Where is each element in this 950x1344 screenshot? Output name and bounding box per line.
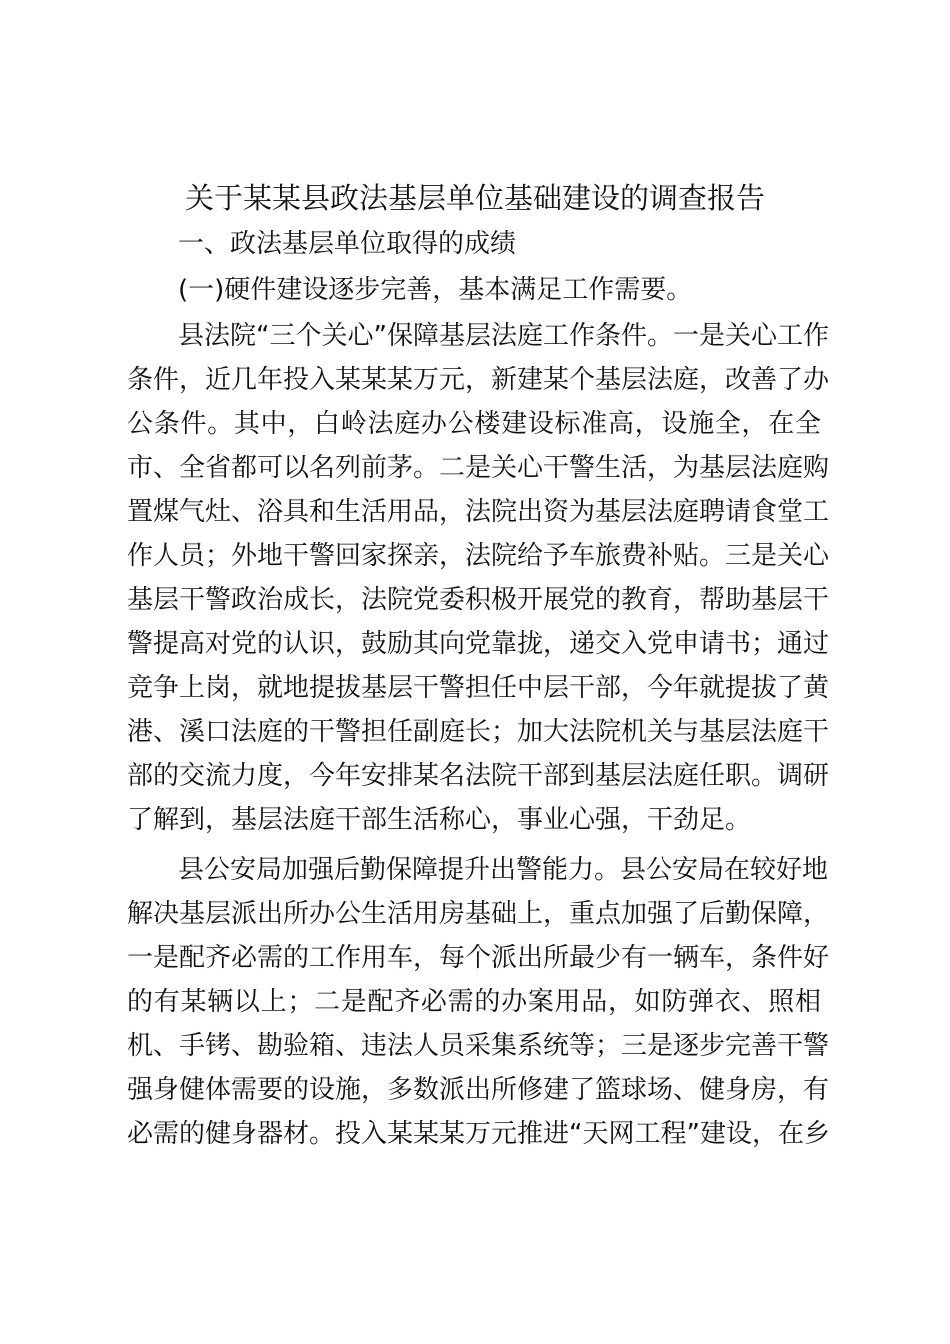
paragraph-line: 作人员；外地干警回家探亲，法院给予车旅费补贴。三是关心 [127,541,830,571]
subsection-heading: (一)硬件建设逐步完善，基本满足工作需要。 [178,275,693,305]
document-title: 关于某某县政法基层单位基础建设的调查报告 [184,181,765,215]
paragraph-line: 市、全省都可以名列前茅。二是关心干警生活，为基层法庭购 [127,453,830,483]
paragraph-line: 条件，近几年投入某某某万元，新建某个基层法庭，改善了办 [127,365,830,395]
paragraph-line: 警提高对党的认识，鼓励其向党靠拢，递交入党申请书；通过 [127,629,830,659]
paragraph-line: 的有某辆以上；二是配齐必需的办案用品，如防弹衣、照相 [127,987,821,1017]
paragraph-line: 置煤气灶、浴具和生活用品，法院出资为基层法庭聘请食堂工 [127,497,830,527]
paragraph-line: 强身健体需要的设施，多数派出所修建了篮球场、健身房，有 [127,1075,830,1105]
paragraph-line: 港、溪口法庭的干警担任副庭长；加大法院机关与基层法庭干 [127,717,830,747]
paragraph-line: 县法院“三个关心”保障基层法庭工作条件。一是关心工作 [178,321,829,351]
paragraph-line: 了解到，基层法庭干部生活称心，事业心强，干劲足。 [127,805,752,835]
paragraph-line: 必需的健身器材。投入某某某万元推进“天网工程”建设，在乡 [127,1119,830,1149]
paragraph-line: 部的交流力度，今年安排某名法院干部到基层法庭任职。调研 [127,761,830,791]
paragraph-line: 公条件。其中，白岭法庭办公楼建设标准高，设施全，在全 [127,409,821,439]
section-heading: 一、政法基层单位取得的成绩 [178,229,517,259]
paragraph-line: 一是配齐必需的工作用车，每个派出所最少有一辆车，条件好 [127,943,830,973]
paragraph-line: 基层干警政治成长，法院党委积极开展党的教育，帮助基层干 [127,585,830,615]
paragraph-line: 竞争上岗，就地提拔基层干警担任中层干部，今年就提拔了黄 [127,673,830,703]
paragraph-line: 解决基层派出所办公生活用房基础上，重点加强了后勤保障， [127,899,830,929]
paragraph-line: 县公安局加强后勤保障提升出警能力。县公安局在较好地 [178,855,829,885]
paragraph-line: 机、手铐、勘验箱、违法人员采集系统等；三是逐步完善干警 [127,1031,830,1061]
